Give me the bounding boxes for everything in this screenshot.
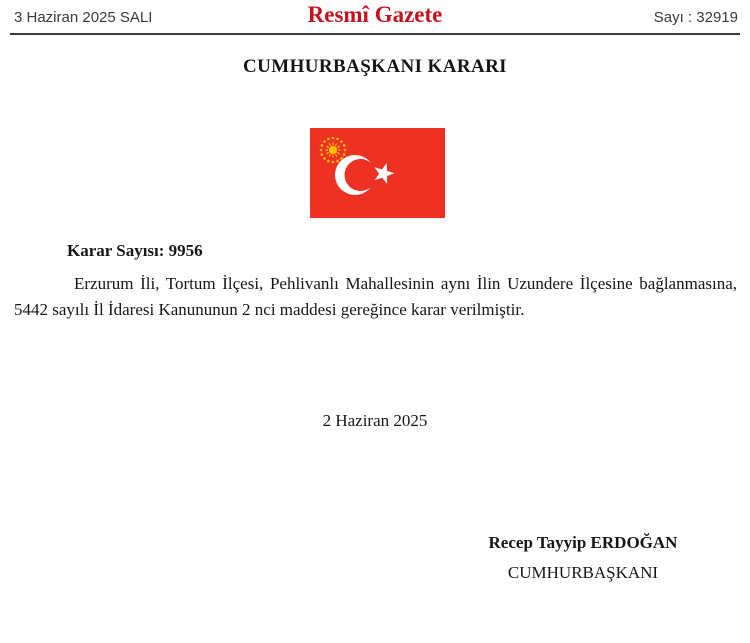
crescent-inner <box>345 159 377 191</box>
decision-date: 2 Haziran 2025 <box>322 411 428 430</box>
header-divider <box>10 33 740 35</box>
gazette-date: 3 Haziran 2025 SALI <box>14 9 153 26</box>
signature-title: CUMHURBAŞKANI <box>507 563 659 582</box>
decision-body-text: Erzurum İli, Tortum İlçesi, Pehlivanlı Mahallesinin aynı İlin Uzundere İlçesine bağlanmasına, 5442 sayılı İl İdaresi Kanununun 2 nci maddesi gereğince karar verilmiştir. <box>14 274 737 319</box>
gazette-title: Resmî Gazete <box>307 2 443 27</box>
decision-number: Karar Sayısı: 9956 <box>67 241 203 260</box>
flag-field <box>310 128 445 218</box>
signature-name: Recep Tayyip ERDOĞAN <box>488 533 678 552</box>
gazette-issue-number: Sayı : 32919 <box>653 9 738 26</box>
signature-block <box>443 533 723 583</box>
turkish-presidential-flag-icon <box>310 128 445 218</box>
flag-graphic <box>310 128 445 218</box>
document-title: CUMHURBAŞKANI KARARI <box>243 56 507 77</box>
